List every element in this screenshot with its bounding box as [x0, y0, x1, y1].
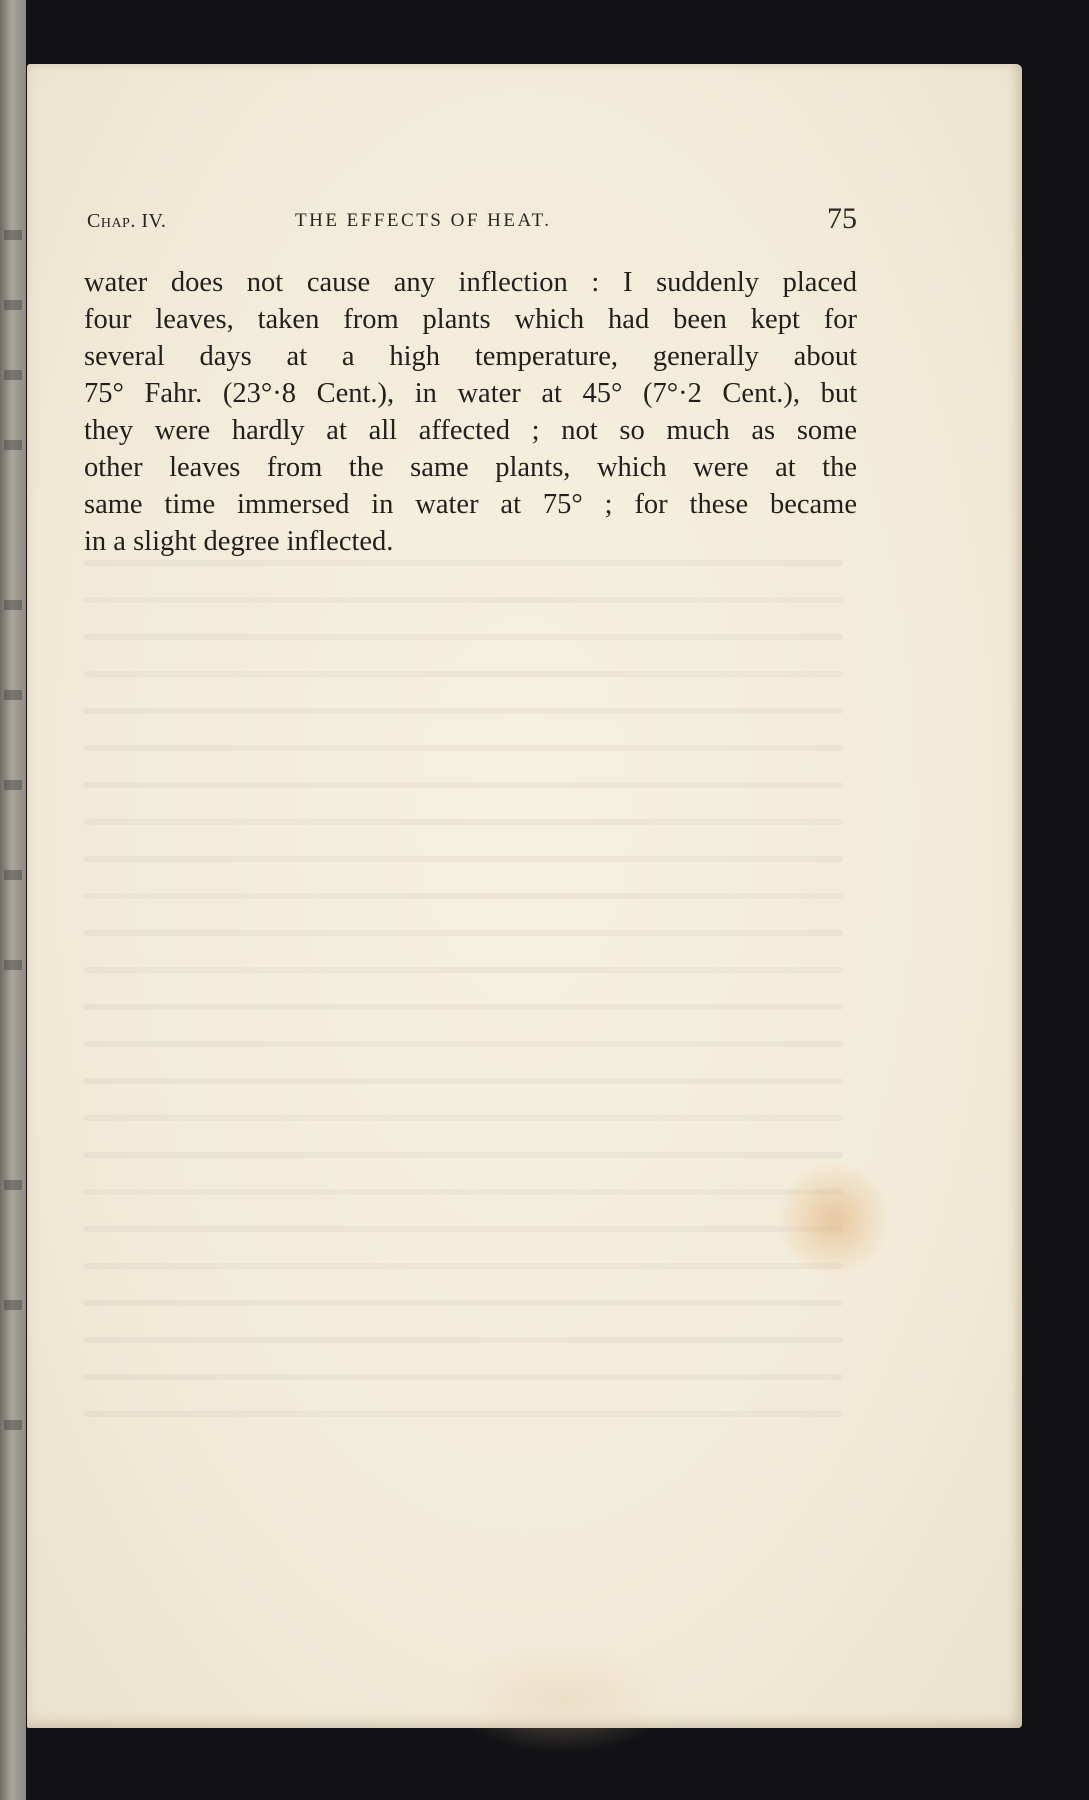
foxing-stain	[452, 1644, 672, 1754]
text-line: several days at a high temperature, generally about	[84, 341, 857, 372]
body-paragraph	[84, 264, 857, 560]
book-page	[27, 64, 1022, 1728]
text-line: same time immersed in water at 75° ; for these became	[84, 489, 857, 520]
text-line: water does not cause any inflection : I suddenly placed	[84, 267, 857, 298]
section-title: THE EFFECTS OF HEAT.	[295, 210, 552, 231]
text-line: they were hardly at all affected ; not so much as some	[84, 415, 857, 446]
text-line: other leaves from the same plants, which were at the	[84, 452, 857, 483]
page-number: 75	[827, 202, 857, 235]
text-line: 75° Fahr. (23°·8 Cent.), in water at 45° (7°·2 Cent.), but	[84, 378, 857, 409]
text-line: in a slight degree inflected.	[84, 526, 394, 557]
foxing-stain	[779, 1164, 889, 1274]
chapter-label: Chap. IV.	[87, 210, 167, 232]
text-line: four leaves, taken from plants which had been kept for	[84, 304, 857, 335]
running-head	[87, 200, 857, 240]
previous-page-edge	[0, 0, 26, 1800]
